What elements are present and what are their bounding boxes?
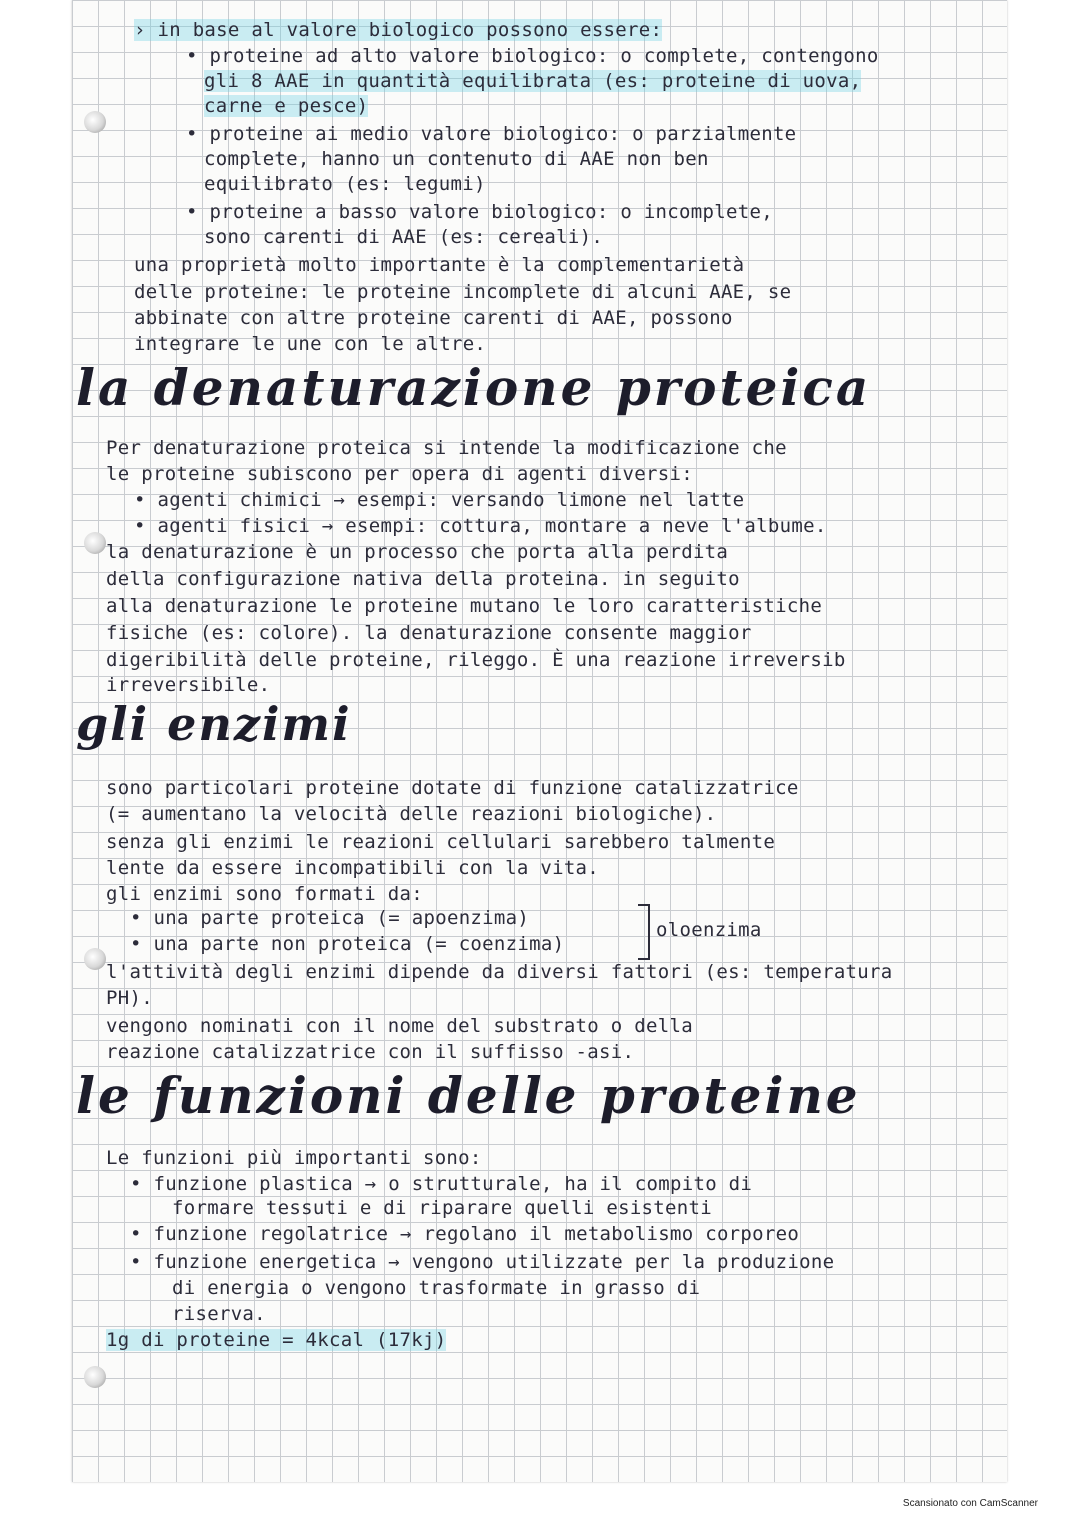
func-line-2: • funzione plastica → o strutturale, ha il compito di — [130, 1173, 753, 1195]
denat-line-1: Per denaturazione proteica si intende la modificazione che — [106, 437, 787, 459]
punch-hole — [84, 532, 106, 554]
bio-high-3: carne e pesce) — [204, 95, 369, 117]
enz-line-6: • una parte proteica (= apoenzima) — [130, 907, 530, 929]
punch-hole — [84, 948, 106, 970]
func-line-6: di energia o vengono trasformate in grasso di — [172, 1277, 701, 1299]
func-line-3: formare tessuti e di riparare quelli esistenti — [172, 1197, 712, 1219]
denat-line-2: le proteine subiscono per opera di agenti diversi: — [106, 463, 693, 485]
bio-compl-1: una proprietà molto importante è la complementarietà — [134, 254, 745, 276]
functions-title: le funzioni delle proteine — [76, 1066, 861, 1125]
enz-line-4: lente da essere incompatibili con la vita. — [106, 857, 600, 879]
denat-line-3: • agenti chimici → esempi: versando limone nel latte — [134, 489, 745, 511]
denat-line-6: della configurazione nativa della proteina. in seguito — [106, 568, 740, 590]
denat-line-8: fisiche (es: colore). la denaturazione consente maggior — [106, 622, 752, 644]
func-line-8: 1g di proteine = 4kcal (17kj) — [106, 1329, 447, 1351]
func-line-5: • funzione energetica → vengono utilizzate per la produzione — [130, 1251, 835, 1273]
enz-line-2: (= aumentano la velocità delle reazioni biologiche). — [106, 803, 717, 825]
enz-line-11: reazione catalizzatrice con il suffisso -asi. — [106, 1041, 635, 1063]
enz-line-1: sono particolari proteine dotate di funzione catalizzatrice — [106, 777, 799, 799]
punch-hole — [84, 111, 106, 133]
denat-line-5: la denaturazione è un processo che porta alla perdita — [106, 541, 729, 563]
denaturation-title: la denaturazione proteica — [76, 358, 872, 417]
enz-line-5: gli enzimi sono formati da: — [106, 883, 423, 905]
func-line-4: • funzione regolatrice → regolano il metabolismo corporeo — [130, 1223, 800, 1245]
enz-line-8: l'attività degli enzimi dipende da diversi fattori (es: temperatura — [106, 961, 893, 983]
enz-oloenzima: oloenzima — [656, 919, 762, 941]
enz-line-9: PH). — [106, 987, 153, 1009]
func-line-1: Le funzioni più importanti sono: — [106, 1147, 482, 1169]
bio-compl-4: integrare le une con le altre. — [134, 333, 487, 355]
bio-medium-3: equilibrato (es: legumi) — [204, 173, 486, 195]
bio-low-2: sono carenti di AAE (es: cereali). — [204, 226, 604, 248]
bio-medium-2: complete, hanno un contenuto di AAE non ben — [204, 148, 709, 170]
denat-line-10: irreversibile. — [106, 674, 271, 696]
scanner-watermark: Scansionato con CamScanner — [902, 1498, 1038, 1509]
enzymes-title: gli enzimi — [76, 697, 352, 751]
bio-compl-3: abbinate con altre proteine carenti di AAE, possono — [134, 307, 733, 329]
denat-line-9: digeribilità delle proteine, rileggo. È una reazione irreversib — [106, 649, 846, 671]
func-line-7: riserva. — [172, 1303, 266, 1325]
enz-line-3: senza gli enzimi le reazioni cellulari sarebbero talmente — [106, 831, 776, 853]
bio-compl-2: delle proteine: le proteine incomplete di alcuni AAE, se — [134, 281, 792, 303]
bio-medium-1: • proteine ai medio valore biologico: o parzialmente — [186, 123, 797, 145]
oloenzima-bracket — [638, 904, 650, 960]
enz-line-10: vengono nominati con il nome del substrato o della — [106, 1015, 693, 1037]
bio-low-1: • proteine a basso valore biologico: o incomplete, — [186, 201, 773, 223]
denat-line-4: • agenti fisici → esempi: cottura, montare a neve l'albume. — [134, 515, 827, 537]
bio-high-2: gli 8 AAE in quantità equilibrata (es: proteine di uova, — [204, 70, 862, 92]
punch-hole — [84, 1366, 106, 1388]
enz-line-7: • una parte non proteica (= coenzima) — [130, 933, 565, 955]
bio-intro: › in base al valore biologico possono essere: — [134, 19, 663, 41]
bio-high-1: • proteine ad alto valore biologico: o complete, contengono — [186, 45, 879, 67]
denat-line-7: alla denaturazione le proteine mutano le loro caratteristiche — [106, 595, 823, 617]
